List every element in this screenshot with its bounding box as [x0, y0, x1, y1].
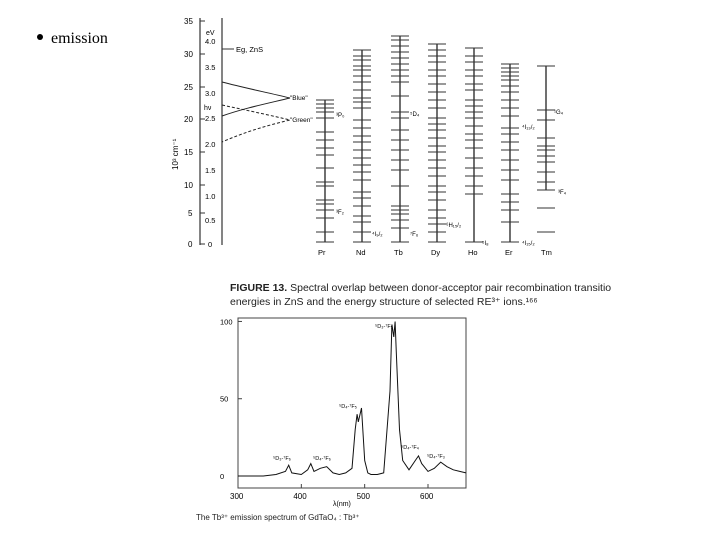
- svg-text:3.0: 3.0: [205, 89, 216, 98]
- svg-text:⁵D₃-⁷F₆: ⁵D₃-⁷F₆: [273, 456, 291, 462]
- energy-level-diagram: [150, 0, 580, 280]
- svg-text:1.0: 1.0: [205, 192, 216, 201]
- svg-text:³P₀: ³P₀: [336, 113, 345, 119]
- bullet-dot-icon: [37, 34, 43, 40]
- y-tick-label: 50: [220, 394, 229, 404]
- svg-text:Pr: Pr: [318, 248, 326, 257]
- axis-label-cm: 10³ cm⁻¹: [171, 138, 180, 170]
- cm-tick: 15: [184, 148, 193, 157]
- ev-label: eV: [206, 30, 215, 37]
- cm-tick: 5: [188, 209, 193, 218]
- blue-label: "Blue": [290, 95, 308, 102]
- svg-text:¹G₄: ¹G₄: [554, 110, 564, 116]
- x-tick-label: 400: [293, 492, 307, 501]
- svg-text:0: 0: [208, 240, 213, 249]
- band-gap-label: Eg, ZnS: [236, 45, 264, 54]
- hv-label: hν: [204, 105, 212, 112]
- svg-text:⁵D₄-⁷F₅: ⁵D₄-⁷F₅: [339, 404, 357, 410]
- svg-text:⁵D₃-⁷F₅: ⁵D₃-⁷F₅: [375, 324, 393, 330]
- bullet-text: emission: [51, 30, 108, 47]
- emission-spectrum-chart: [205, 308, 525, 513]
- svg-text:Nd: Nd: [356, 248, 366, 257]
- peak-labels: [273, 323, 445, 462]
- bullet-emission: [37, 30, 108, 48]
- green-label: "Green": [290, 117, 313, 124]
- spectrum-series-line: [238, 322, 466, 477]
- figure13-caption-line1: Spectral overlap between donor-acceptor pair recombination transitio: [290, 282, 612, 294]
- svg-text:Tb: Tb: [394, 248, 403, 257]
- cm-tick: 25: [184, 83, 193, 92]
- svg-text:⁴I₉/₂: ⁴I₉/₂: [372, 232, 383, 238]
- x-tick-labels: [230, 484, 434, 501]
- x-axis-label: λ(nm): [333, 501, 351, 508]
- svg-text:⁵D₄-⁷F₄: ⁵D₄-⁷F₄: [401, 445, 419, 451]
- svg-text:⁷F₆: ⁷F₆: [410, 232, 419, 238]
- y-tick-label: 0: [220, 472, 225, 481]
- figure13-caption: [230, 281, 611, 309]
- svg-text:⁵I₈: ⁵I₈: [482, 241, 489, 247]
- cm-tick: 35: [184, 17, 193, 26]
- svg-text:⁴I₁₅/₂: ⁴I₁₅/₂: [522, 241, 535, 247]
- svg-text:⁶H₁₅/₂: ⁶H₁₅/₂: [446, 223, 462, 229]
- ev-tick-labels: [205, 37, 215, 249]
- svg-text:2.0: 2.0: [205, 140, 216, 149]
- svg-text:³F₂: ³F₂: [336, 210, 344, 216]
- y-tick-labels: [220, 317, 242, 481]
- blue-band-curve: [222, 82, 290, 116]
- ion-columns: [316, 36, 555, 242]
- svg-text:⁵D₄: ⁵D₄: [410, 112, 420, 118]
- cm-tick: 10: [184, 181, 193, 190]
- cm-tick: 0: [188, 240, 193, 249]
- figure13-caption-label: FIGURE 13.: [230, 282, 288, 294]
- svg-text:⁵D₄-⁷F₃: ⁵D₄-⁷F₃: [427, 454, 445, 460]
- svg-text:4.0: 4.0: [205, 37, 216, 46]
- cm-tick-labels: [184, 17, 193, 249]
- svg-text:⁴I₁₃/₂: ⁴I₁₃/₂: [522, 125, 535, 131]
- cm-tick: 20: [184, 115, 193, 124]
- svg-text:Dy: Dy: [431, 248, 441, 257]
- svg-text:3.5: 3.5: [205, 63, 216, 72]
- x-tick-label: 600: [420, 492, 434, 501]
- level-labels: [336, 110, 567, 247]
- svg-text:Tm: Tm: [541, 248, 552, 257]
- x-tick-label: 300: [230, 492, 244, 501]
- spectrum-caption: The Tb³⁺ emission spectrum of GdTaO₄ : Tb³⁺: [196, 513, 360, 522]
- figure13-caption-line2: energies in ZnS and the energy structure of selected RE³⁺ ions.¹⁶⁶: [230, 296, 538, 308]
- svg-text:³F₄: ³F₄: [558, 190, 567, 196]
- svg-text:0.5: 0.5: [205, 216, 216, 225]
- green-band-curve: [222, 105, 290, 142]
- svg-text:⁵D₄-⁷F₆: ⁵D₄-⁷F₆: [313, 456, 331, 462]
- svg-text:Er: Er: [505, 248, 513, 257]
- y-tick-label: 100: [220, 317, 233, 327]
- cm-tick: 30: [184, 50, 193, 59]
- svg-text:1.5: 1.5: [205, 166, 216, 175]
- ion-labels: [318, 248, 552, 257]
- svg-text:2.5: 2.5: [205, 114, 216, 123]
- x-tick-label: 500: [356, 492, 371, 501]
- svg-text:Ho: Ho: [468, 248, 478, 257]
